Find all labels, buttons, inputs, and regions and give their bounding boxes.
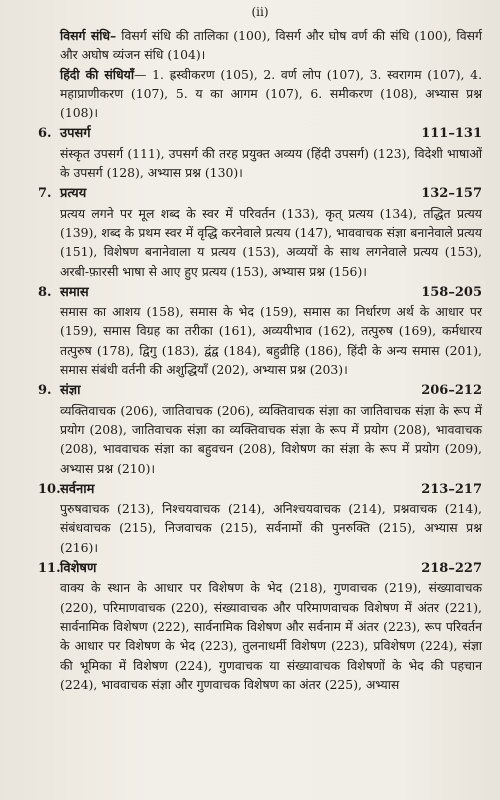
chapter-heading <box>38 184 482 203</box>
chapter-title: सर्वनाम <box>60 481 95 497</box>
chapter-page-range: 218–227 <box>421 561 482 577</box>
chapter-page-range: 111–131 <box>421 126 482 142</box>
chapter-number: 6. <box>38 126 52 142</box>
chapter-contents: संस्कृत उपसर्ग (111), उपसर्ग की तरह प्रयुक्त अव्यय (हिंदी उपसर्ग) (123), विदेशी भाषाओं के उपसर्ग (128), अभ्यास प्रश्न (130)। <box>60 145 482 181</box>
chapter-number: 7. <box>38 186 52 202</box>
chapter-page-range: 206–212 <box>421 383 482 399</box>
chapter-number: 11. <box>38 561 61 577</box>
sandhi-continuation <box>38 26 482 122</box>
chapter-title: प्रत्यय <box>60 186 87 202</box>
chapter-8 <box>38 283 482 379</box>
chapter-page-range: 158–205 <box>421 284 482 300</box>
chapter-number: 8. <box>38 284 52 300</box>
chapter-title: उपसर्ग <box>60 126 91 142</box>
chapter-heading <box>38 381 482 400</box>
chapter-heading <box>38 283 482 302</box>
page-number: (ii) <box>251 5 269 19</box>
chapter-contents: पुरुषवाचक (213), निश्चयवाचक (214), अनिश्चयवाचक (214), प्रश्नवाचक (214), संबंधवाचक (215), निजवाचक (215), सर्वनामों की पुनरुक्ति (215), अभ्यास प्रश्न (216)। <box>60 501 482 555</box>
chapter-6 <box>38 124 482 182</box>
chapter-title: समास <box>60 284 89 300</box>
hindi-sandhi-text: — 1. ह्रस्वीकरण (105), 2. वर्ण लोप (107), 3. स्वरागम (107), 4. महाप्राणीकरण (107), 5. य का आगम (107), 6. समीकरण (108), अभ्यास प्रश्न (108)। <box>60 66 483 121</box>
chapter-heading <box>38 124 482 143</box>
chapter-number: 10. <box>38 481 61 497</box>
visarg-sandhi-title: विसर्ग संधि– <box>60 28 117 43</box>
chapter-10 <box>38 480 482 557</box>
chapter-7 <box>38 184 482 280</box>
chapter-11 <box>38 559 482 694</box>
chapter-contents: समास का आशय (158), समास के भेद (159), समास का निर्धारण अर्थ के आधार पर (159), समास विग्रह का तरीका (161), अव्ययीभाव (162), तत्पुरुष (169), कर्मधारय तत्पुरुष (178), द्विगु (183), द्वंद्व (184), बहुव्रीहि (186), हिंदी के अन्य समास (201), समास संबंधी वर्तनी की अशुद्धियाँ (202), अभ्यास प्रश्न (203)। <box>60 304 482 378</box>
chapter-title: विशेषण <box>60 561 97 577</box>
visarg-sandhi-entry <box>60 26 482 65</box>
chapter-contents: प्रत्यय लगने पर मूल शब्द के स्वर में परिवर्तन (133), कृत् प्रत्यय (134), तद्धित प्रत्यय (139), शब्द के प्रथम स्वर में वृद्धि करनेवाले प्रत्यय (147), भाववाचक संज्ञा बनानेवाले प्रत्यय (151), विशेषण बनानेवाला य प्रत्यय (153), अव्ययों के साथ लगनेवाले प्रत्यय (153), अरबी-फ़ारसी भाषा से आए हुए प्रत्यय (153), अभ्यास प्रश्न (156)। <box>60 205 482 279</box>
chapter-contents: वाक्य के स्थान के आधार पर विशेषण के भेद (218), गुणवाचक (219), संख्यावाचक (220), परिमाणवाचक (220), संख्यावाचक और परिमाणवाचक विशेषण में अंतर (221), सार्वनामिक विशेषण (222), सार्वनामिक विशेषण और सर्वनाम में अंतर (223), रूप परिवर्तन के आधार पर विशेषण के भेद (223), तुलनाधर्मी विशेषण (223), प्रविशेषण (224), संज्ञा की भूमिका में विशेषण (224), गुणवाचक या संख्यावाचक विशेषणों के भेद की पहचान (224), भाववाचक संज्ञा और गुणवाचक विशेषण का अंतर (225), अभ्यास <box>60 580 482 692</box>
chapter-number: 9. <box>38 383 52 399</box>
chapter-contents: व्यक्तिवाचक (206), जातिवाचक (206), व्यक्तिवाचक संज्ञा का जातिवाचक संज्ञा के रूप में प्रयोग (208), जातिवाचक संज्ञा का व्यक्तिवाचक संज्ञा के रूप में प्रयोग (208), भाववाचक (208), भाववाचक संज्ञा का बहुवचन (208), विशेषण का संज्ञा के रूप में प्रयोग (209), अभ्यास प्रश्न (210)। <box>60 402 482 476</box>
chapter-heading <box>38 480 482 499</box>
chapter-page-range: 132–157 <box>421 186 482 202</box>
hindi-sandhi-entry <box>60 65 482 123</box>
visarg-sandhi-text: विसर्ग संधि की तालिका (100), विसर्ग और घोष वर्ण की संधि (100), विसर्ग और अघोष व्यंजन संधि (104)। <box>60 28 482 63</box>
hindi-sandhi-title: हिंदी की संधियाँ <box>60 66 135 82</box>
chapter-heading <box>38 559 482 578</box>
chapter-9 <box>38 381 482 477</box>
chapter-title: संज्ञा <box>60 383 81 399</box>
chapter-page-range: 213–217 <box>421 481 482 497</box>
